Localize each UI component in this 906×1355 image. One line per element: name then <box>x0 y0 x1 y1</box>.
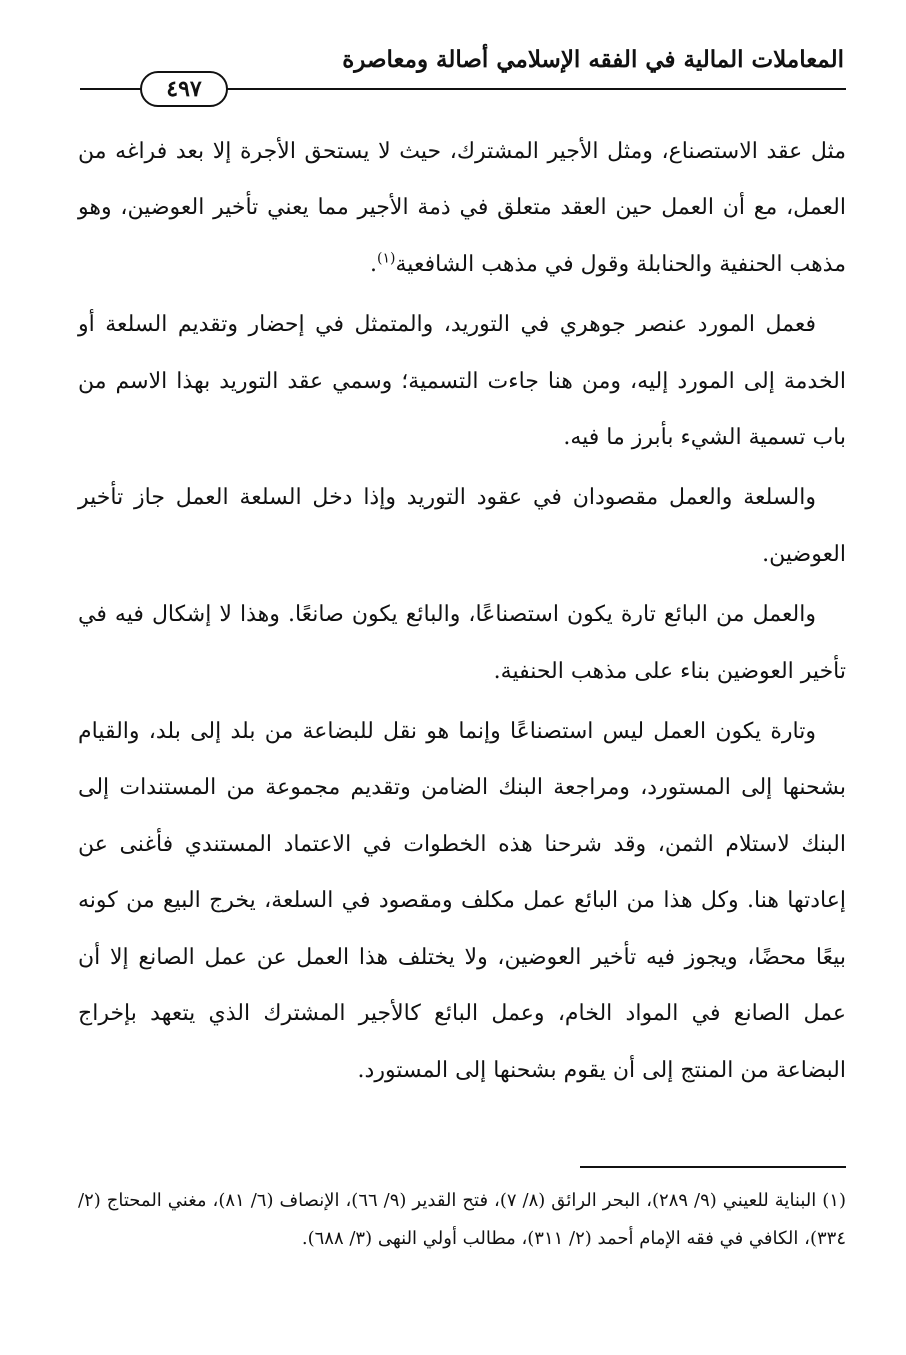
paragraph-2: فعمل المورد عنصر جوهري في التوريد، والمتمثل في إحضار وتقديم السلعة أو الخدمة إلى المورد إليه، ومن هنا جاءت التسمية؛ وسمي عقد التوريد بهذا الاسم من باب تسمية الشيء بأبرز ما فيه. <box>78 312 846 451</box>
paragraph-3: والسلعة والعمل مقصودان في عقود التوريد وإذا دخل السلعة العمل جاز تأخير العوضين. <box>78 485 846 567</box>
paragraph-4: والعمل من البائع تارة يكون استصناعًا، والبائع يكون صانعًا. وهذا لا إشكال فيه في تأخير العوضين بناء على مذهب الحنفية. <box>78 602 846 684</box>
page-number: ٤٩٧ <box>140 71 228 107</box>
main-text <box>78 124 846 1103</box>
paragraph-5: وتارة يكون العمل ليس استصناعًا وإنما هو نقل للبضاعة من بلد إلى بلد، والقيام بشحنها إلى المستورد، ومراجعة البنك الضامن وتقديم مجموعة من المستندات إلى البنك لاستلام الثمن، وقد شرحنا هذه الخطوات في الاعتماد المستندي فأغنى عن إعادتها هنا. وكل هذا من البائع عمل مكلف ومقصود في السلعة، يخرج البيع من كونه بيعًا محضًا، ويجوز فيه تأخير العوضين، ولا يختلف هذا العمل عن عمل الصانع إلا أن عمل الصانع في المواد الخام، وعمل البائع كالأجير المشترك الذي يتعهد بإخراج البضاعة من المنتج إلى أن يقوم بشحنها إلى المستورد. <box>78 719 847 1083</box>
paragraph-1-end: . <box>370 251 378 277</box>
footnote-1: (١) البناية للعيني (٩/ ٢٨٩)، البحر الرائق (٨/ ٧)، فتح القدير (٩/ ٦٦)، الإنصاف (٦/ ٨١)، مغني المحتاج (٢/ ٣٣٤)، الكافي في فقه الإمام أحمد (٢/ ٣١١)، مطالب أولي النهى (٣/ ٦٨٨). <box>78 1190 846 1249</box>
footnote-reference[interactable]: (١) <box>377 250 396 267</box>
footnotes <box>78 1182 846 1257</box>
paragraph-1 <box>78 124 846 293</box>
paragraph-1-text: مثل عقد الاستصناع، ومثل الأجير المشترك، حيث لا يستحق الأجرة إلا بعد فراغه من العمل، مع أن العمل حين العقد متعلق في ذمة الأجير مما يعني تأخير العوضين، وهو مذهب الحنفية والحنابلة وقول في مذهب الشافعية <box>78 139 846 277</box>
running-title: المعاملات المالية في الفقه الإسلامي أصالة ومعاصرة <box>342 46 844 73</box>
footnote-separator <box>580 1166 846 1168</box>
